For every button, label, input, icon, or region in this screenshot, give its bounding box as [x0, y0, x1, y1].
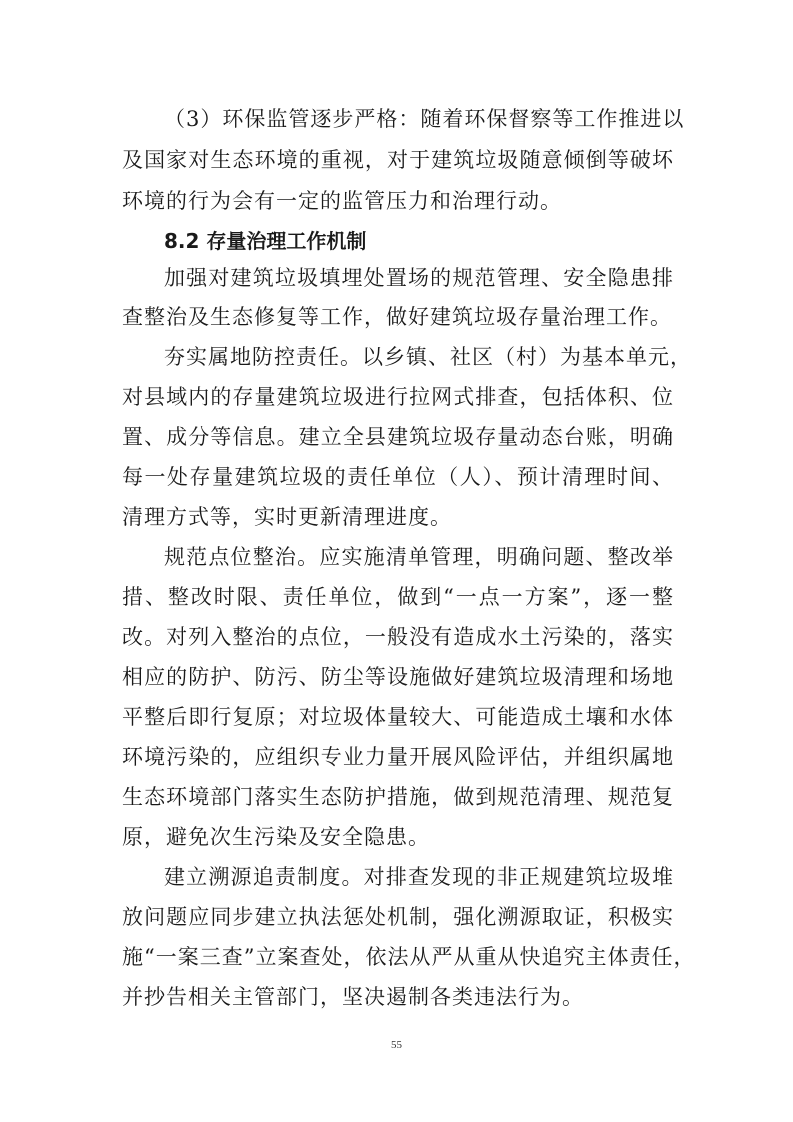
paragraph-line: 改。对列入整治的点位，一般没有造成水土污染的，落实: [122, 625, 674, 649]
paragraph-line: 加强对建筑垃圾填埋处置场的规范管理、安全隐患排: [164, 266, 674, 290]
paragraph-line: 并抄告相关主管部门，坚决遏制各类违法行为。: [122, 985, 584, 1009]
paragraph-line: （3）环保监管逐步严格：随着环保督察等工作推进以: [164, 107, 685, 131]
paragraph-line: 夯实属地防控责任。以乡镇、社区（村）为基本单元，: [164, 345, 692, 369]
paragraph-line: 相应的防护、防污、防尘等设施做好建筑垃圾清理和场地: [122, 665, 674, 689]
paragraph-line: 规范点位整治。应实施清单管理，明确问题、整改举: [164, 545, 674, 569]
paragraph-line: 措、整改时限、责任单位，做到“一点一方案”，逐一整: [122, 585, 674, 609]
section-heading: 8.2 存量治理工作机制: [164, 229, 367, 253]
paragraph-line: 清理方式等，实时更新清理进度。: [122, 505, 452, 529]
paragraph-line: 查整治及生态修复等工作，做好建筑垃圾存量治理工作。: [122, 305, 672, 329]
paragraph-line: 平整后即行复原；对垃圾体量较大、可能造成土壤和水体: [122, 705, 674, 729]
paragraph-line: 生态环境部门落实生态防护措施，做到规范清理、规范复: [122, 785, 674, 809]
paragraph-line: 对县域内的存量建筑垃圾进行拉网式排查，包括体积、位: [122, 385, 674, 409]
paragraph-line: 放问题应同步建立执法惩处机制，强化溯源取证，积极实: [122, 905, 674, 929]
page-number: 55: [391, 1039, 402, 1051]
paragraph-line: 建立溯源追责制度。对排查发现的非正规建筑垃圾堆: [164, 865, 674, 889]
paragraph-line: 及国家对生态环境的重视，对于建筑垃圾随意倾倒等破坏: [122, 148, 674, 172]
paragraph-line: 环境污染的，应组织专业力量开展风险评估，并组织属地: [122, 745, 674, 769]
paragraph-line: 施“一案三查”立案查处，依法从严从重从快追究主体责任，: [122, 945, 696, 969]
paragraph-line: 原，避免次生污染及安全隐患。: [122, 825, 430, 849]
paragraph-line: 每一处存量建筑垃圾的责任单位（人）、预计清理时间、: [122, 465, 674, 489]
paragraph-line: 置、成分等信息。建立全县建筑垃圾存量动态台账，明确: [122, 425, 674, 449]
paragraph-line: 环境的行为会有一定的监管压力和治理行动。: [122, 189, 562, 213]
